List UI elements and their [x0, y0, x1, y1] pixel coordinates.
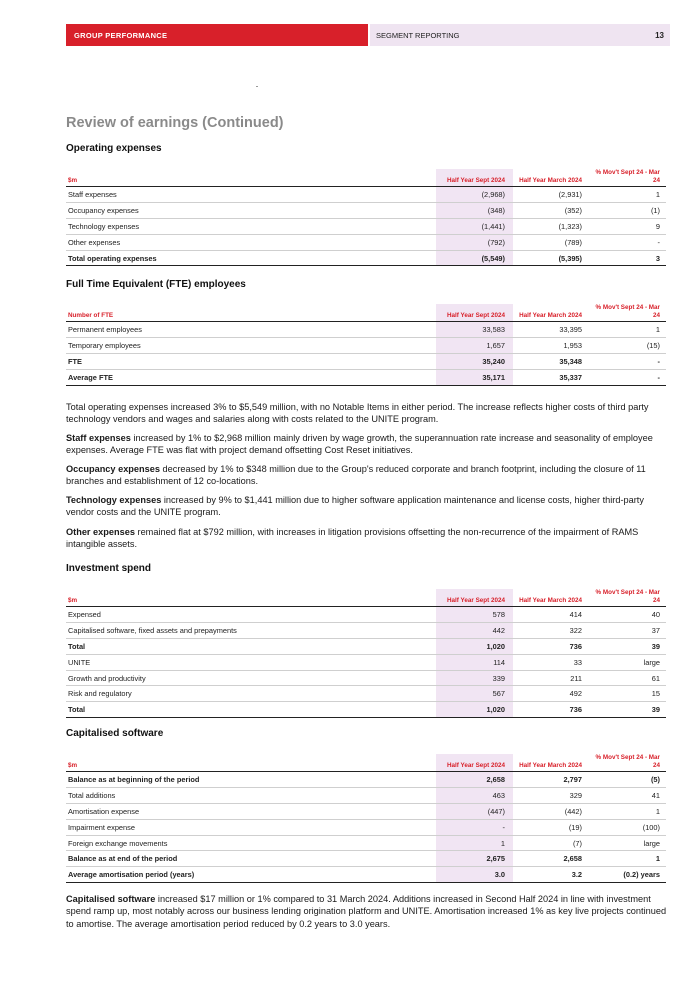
value-sept-2024: 463: [436, 787, 513, 803]
col-header-unit: $m: [66, 754, 436, 772]
value-movement: 1: [590, 803, 666, 819]
col-header-movement: % Mov't Sept 24 - Mar 24: [590, 304, 666, 322]
value-movement: 1: [590, 851, 666, 867]
value-sept-2024: 442: [436, 622, 513, 638]
value-march-2024: 1,953: [513, 337, 590, 353]
table-header-row: [66, 589, 666, 607]
value-march-2024: (19): [513, 819, 590, 835]
value-march-2024: (352): [513, 202, 590, 218]
capsoft-table: [66, 754, 666, 883]
table-row: [66, 322, 666, 338]
table-row: [66, 638, 666, 654]
table-row: [66, 686, 666, 702]
table-row: [66, 369, 666, 385]
invest-title: Investment spend: [66, 563, 152, 574]
value-sept-2024: (2,968): [436, 187, 513, 203]
value-march-2024: 35,337: [513, 369, 590, 385]
commentary-paragraph: [66, 401, 670, 426]
col-header-unit: $m: [66, 169, 436, 187]
value-movement: 41: [590, 787, 666, 803]
paragraph-lead: Other expenses: [66, 527, 135, 537]
col-header-sept-2024: Half Year Sept 2024: [436, 589, 513, 607]
row-label: Balance as at beginning of the period: [66, 772, 436, 788]
header-subsection-label: SEGMENT REPORTING: [376, 30, 460, 40]
row-label: Total: [66, 702, 436, 718]
row-label: Impairment expense: [66, 819, 436, 835]
value-march-2024: 322: [513, 622, 590, 638]
row-label: Average FTE: [66, 369, 436, 385]
col-header-unit: $m: [66, 589, 436, 607]
table-row: [66, 851, 666, 867]
value-movement: 1: [590, 187, 666, 203]
value-movement: (100): [590, 819, 666, 835]
table-row: [66, 803, 666, 819]
table-row: [66, 654, 666, 670]
table-header-row: [66, 169, 666, 187]
value-movement: 1: [590, 322, 666, 338]
value-march-2024: 3.2: [513, 867, 590, 883]
header-subsection: [370, 24, 670, 46]
paragraph-text: increased by 1% to $2,968 million mainly driven by wage growth, the superannuation rate increase and seasonality of employee expenses. Average FTE was flat with project demand offsetting Cost Reset initiatives.: [66, 433, 653, 456]
value-march-2024: 736: [513, 702, 590, 718]
header-section: [66, 24, 368, 46]
col-header-movement: % Mov't Sept 24 - Mar 24: [590, 754, 666, 772]
value-sept-2024: (447): [436, 803, 513, 819]
table-row: [66, 772, 666, 788]
value-sept-2024: 567: [436, 686, 513, 702]
value-sept-2024: 1,657: [436, 337, 513, 353]
value-sept-2024: 3.0: [436, 867, 513, 883]
row-label: Average amortisation period (years): [66, 867, 436, 883]
value-movement: 37: [590, 622, 666, 638]
value-movement: -: [590, 369, 666, 385]
paragraph-text: increased $17 million or 1% compared to 31 March 2024. Additions increased in Second Half 2024 in line with investment spend ramp up, most notably across our business lending origination platform and UNITE. Amortisation increased 1% as key live projects continued to amortise. The average amortisation period reduced by 0.2 years to 3.0 years.: [66, 894, 667, 929]
commentary-paragraph: [66, 494, 670, 519]
paragraph-text: increased by 9% to $1,441 million due to higher software application maintenance and license costs, higher third-party vendor costs and the UNITE program.: [66, 495, 644, 518]
row-label: Staff expenses: [66, 187, 436, 203]
table-header-row: [66, 754, 666, 772]
value-sept-2024: 114: [436, 654, 513, 670]
value-march-2024: (2,931): [513, 187, 590, 203]
value-march-2024: 329: [513, 787, 590, 803]
table-row: [66, 607, 666, 623]
paragraph-lead: Occupancy expenses: [66, 464, 160, 474]
value-sept-2024: 2,658: [436, 772, 513, 788]
paragraph-lead: Staff expenses: [66, 433, 131, 443]
table-row: [66, 250, 666, 266]
row-label: Total additions: [66, 787, 436, 803]
header-section-label: GROUP PERFORMANCE: [74, 30, 168, 40]
value-movement: large: [590, 654, 666, 670]
table-row: [66, 187, 666, 203]
row-label: FTE: [66, 353, 436, 369]
page-title: Review of earnings (Continued): [66, 115, 284, 131]
value-march-2024: 736: [513, 638, 590, 654]
paragraph-text: Total operating expenses increased 3% to $5,549 million, with no Notable Items in either period. The increase reflects higher costs of third party technology vendors and wages and salaries along with costs related to the UNITE program.: [66, 402, 649, 425]
col-header-march-2024: Half Year March 2024: [513, 304, 590, 322]
row-label: Permanent employees: [66, 322, 436, 338]
value-movement: 39: [590, 638, 666, 654]
opex-title: Operating expenses: [66, 143, 162, 154]
value-sept-2024: -: [436, 819, 513, 835]
value-movement: (0.2) years: [590, 867, 666, 883]
value-sept-2024: 1: [436, 835, 513, 851]
col-header-march-2024: Half Year March 2024: [513, 169, 590, 187]
value-movement: (15): [590, 337, 666, 353]
paragraph-lead: Capitalised software: [66, 894, 156, 904]
value-march-2024: 2,797: [513, 772, 590, 788]
capsoft-title: Capitalised software: [66, 728, 164, 739]
value-sept-2024: (5,549): [436, 250, 513, 266]
row-label: Amortisation expense: [66, 803, 436, 819]
commentary-paragraph: [66, 432, 670, 457]
value-march-2024: 211: [513, 670, 590, 686]
row-label: UNITE: [66, 654, 436, 670]
row-label: Total operating expenses: [66, 250, 436, 266]
value-march-2024: (5,395): [513, 250, 590, 266]
row-label: Occupancy expenses: [66, 202, 436, 218]
row-label: Balance as at end of the period: [66, 851, 436, 867]
value-march-2024: 492: [513, 686, 590, 702]
value-movement: 39: [590, 702, 666, 718]
value-sept-2024: 1,020: [436, 702, 513, 718]
value-sept-2024: (348): [436, 202, 513, 218]
value-movement: 3: [590, 250, 666, 266]
col-header-movement: % Mov't Sept 24 - Mar 24: [590, 589, 666, 607]
value-sept-2024: 1,020: [436, 638, 513, 654]
paragraph-text: decreased by 1% to $348 million due to the Group's reduced corporate and branch footprint, including the closure of 11 branches and establishment of 12 co-locations.: [66, 464, 646, 487]
table-row: [66, 702, 666, 718]
value-movement: 61: [590, 670, 666, 686]
row-label: Risk and regulatory: [66, 686, 436, 702]
table-row: [66, 234, 666, 250]
row-label: Total: [66, 638, 436, 654]
col-header-march-2024: Half Year March 2024: [513, 754, 590, 772]
row-label: Capitalised software, fixed assets and prepayments: [66, 622, 436, 638]
value-sept-2024: 339: [436, 670, 513, 686]
value-march-2024: 33,395: [513, 322, 590, 338]
row-label: Foreign exchange movements: [66, 835, 436, 851]
value-sept-2024: 578: [436, 607, 513, 623]
row-label: Growth and productivity: [66, 670, 436, 686]
table-row: [66, 835, 666, 851]
commentary-paragraph: [66, 893, 670, 930]
value-march-2024: 414: [513, 607, 590, 623]
table-row: [66, 337, 666, 353]
table-row: [66, 787, 666, 803]
col-header-unit: Number of FTE: [66, 304, 436, 322]
value-movement: 9: [590, 218, 666, 234]
paragraph-lead: Technology expenses: [66, 495, 162, 505]
table-row: [66, 819, 666, 835]
value-sept-2024: 35,171: [436, 369, 513, 385]
fte-table: [66, 304, 666, 386]
value-march-2024: 33: [513, 654, 590, 670]
page-number: 13: [655, 30, 664, 40]
table-row: [66, 202, 666, 218]
table-row: [66, 353, 666, 369]
value-movement: 15: [590, 686, 666, 702]
value-sept-2024: (1,441): [436, 218, 513, 234]
col-header-movement: % Mov't Sept 24 - Mar 24: [590, 169, 666, 187]
col-header-sept-2024: Half Year Sept 2024: [436, 169, 513, 187]
value-movement: 40: [590, 607, 666, 623]
value-march-2024: (789): [513, 234, 590, 250]
commentary-paragraph: [66, 526, 670, 551]
col-header-sept-2024: Half Year Sept 2024: [436, 304, 513, 322]
value-march-2024: (442): [513, 803, 590, 819]
table-row: [66, 670, 666, 686]
invest-table: [66, 589, 666, 718]
table-row: [66, 218, 666, 234]
value-movement: -: [590, 353, 666, 369]
fte-title: Full Time Equivalent (FTE) employees: [66, 279, 246, 290]
value-movement: (5): [590, 772, 666, 788]
stray-mark: [256, 86, 258, 87]
table-row: [66, 622, 666, 638]
row-label: Technology expenses: [66, 218, 436, 234]
value-sept-2024: (792): [436, 234, 513, 250]
value-march-2024: 35,348: [513, 353, 590, 369]
value-march-2024: (1,323): [513, 218, 590, 234]
row-label: Other expenses: [66, 234, 436, 250]
col-header-march-2024: Half Year March 2024: [513, 589, 590, 607]
table-row: [66, 867, 666, 883]
value-movement: large: [590, 835, 666, 851]
value-sept-2024: 2,675: [436, 851, 513, 867]
table-header-row: [66, 304, 666, 322]
row-label: Expensed: [66, 607, 436, 623]
commentary-paragraph: [66, 463, 670, 488]
col-header-sept-2024: Half Year Sept 2024: [436, 754, 513, 772]
row-label: Temporary employees: [66, 337, 436, 353]
value-sept-2024: 35,240: [436, 353, 513, 369]
value-sept-2024: 33,583: [436, 322, 513, 338]
value-movement: -: [590, 234, 666, 250]
paragraph-text: remained flat at $792 million, with increases in litigation provisions offsetting the non-recurrence of the impairment of RAMS intangible assets.: [66, 527, 639, 550]
value-march-2024: (7): [513, 835, 590, 851]
value-movement: (1): [590, 202, 666, 218]
opex-table: [66, 169, 666, 266]
value-march-2024: 2,658: [513, 851, 590, 867]
